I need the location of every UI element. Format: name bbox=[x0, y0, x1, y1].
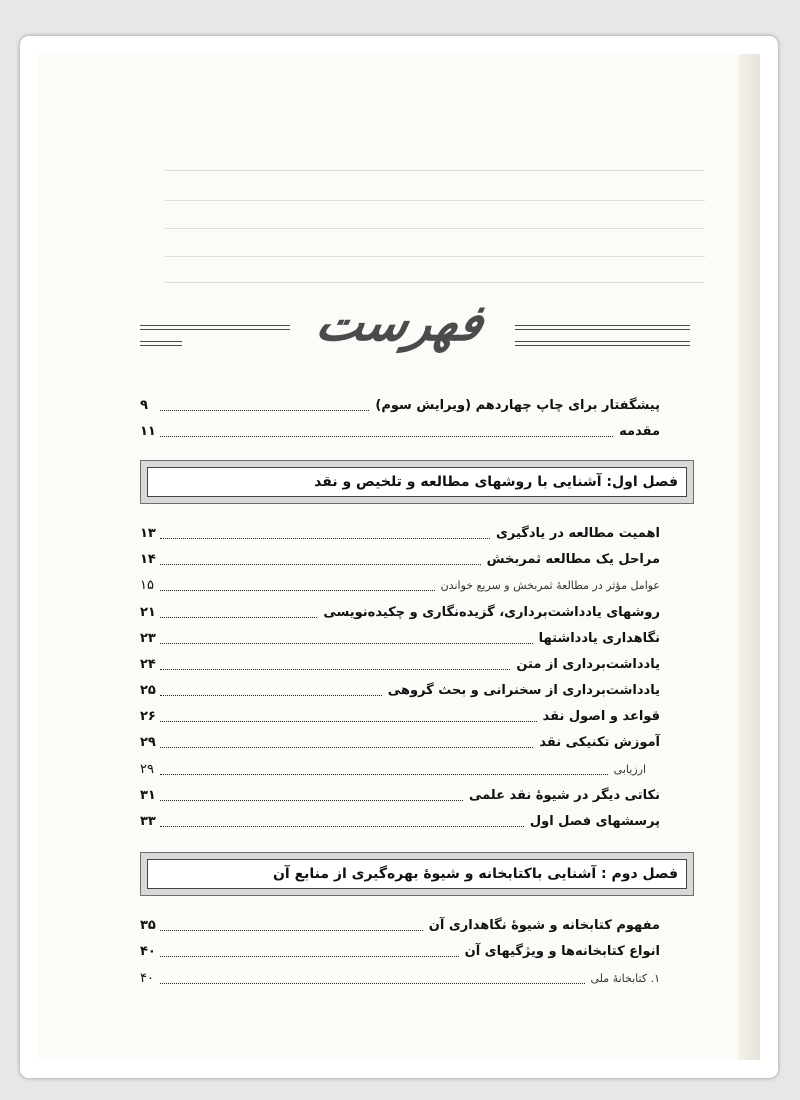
dot-leader bbox=[160, 956, 459, 957]
dot-leader bbox=[160, 747, 533, 748]
dot-leader bbox=[160, 721, 537, 722]
toc-entry-label: اهمیت مطالعه در یادگیری bbox=[496, 525, 660, 541]
toc-entry-label: قواعد و اصول نقد bbox=[542, 708, 660, 724]
toc-subentry[interactable] bbox=[140, 758, 660, 780]
dot-leader bbox=[160, 564, 481, 565]
heading-rule-right bbox=[515, 329, 690, 330]
bleed-through-line bbox=[165, 256, 705, 257]
toc-page-number: ۱۵ bbox=[140, 577, 154, 593]
toc-heading bbox=[0, 292, 800, 362]
toc-entry[interactable] bbox=[140, 653, 660, 675]
heading-rule-right bbox=[515, 325, 690, 326]
toc-page-number: ۲۴ bbox=[140, 656, 156, 672]
toc-entry-label: ارزیابی bbox=[613, 762, 646, 776]
toc-entry-label: پیشگفتار برای چاپ چهاردهم (ویرایش سوم) bbox=[375, 397, 660, 413]
toc-entry[interactable] bbox=[140, 548, 660, 570]
dot-leader bbox=[160, 436, 613, 437]
toc-entry-label: روشهای یادداشت‌برداری، گزیده‌نگاری و چکیده‌نویسی bbox=[323, 604, 660, 620]
dot-leader bbox=[160, 617, 317, 618]
dot-leader bbox=[160, 590, 435, 591]
toc-entry[interactable] bbox=[140, 627, 660, 649]
toc-page-number: ۱۳ bbox=[140, 525, 156, 541]
toc-entry[interactable] bbox=[140, 522, 660, 544]
toc-entry-label: مفهوم کتابخانه و شیوهٔ نگاهداری آن bbox=[428, 917, 660, 933]
toc-page-number: ۳۳ bbox=[140, 813, 156, 829]
toc-page-number: ۴۰ bbox=[140, 970, 154, 986]
bleed-through-line bbox=[165, 170, 705, 171]
bleed-through-line bbox=[165, 200, 705, 201]
bleed-through-line bbox=[165, 282, 705, 283]
toc-entry-introduction[interactable] bbox=[140, 420, 660, 442]
toc-entry[interactable] bbox=[140, 784, 660, 806]
dot-leader bbox=[160, 669, 510, 670]
toc-page-number: ۹ bbox=[140, 397, 148, 413]
toc-entry-label: نکاتی دیگر در شیوهٔ نقد علمی bbox=[468, 787, 660, 803]
toc-entry-label: نگاهداری یادداشتها bbox=[538, 630, 660, 646]
toc-subentry[interactable] bbox=[140, 967, 660, 989]
toc-entry-label: انواع کتابخانه‌ها و ویژگیهای آن bbox=[464, 943, 660, 959]
toc-entry-label: یادداشت‌برداری از سخنرانی و بحث گروهی bbox=[387, 682, 660, 698]
chapter-1-banner[interactable] bbox=[140, 460, 694, 504]
dot-leader bbox=[160, 410, 369, 411]
toc-entry-label: عوامل مؤثر در مطالعهٔ ثمربخش و سریع خواندن bbox=[440, 578, 660, 592]
toc-entry-label: یادداشت‌برداری از متن bbox=[516, 656, 660, 672]
toc-page-number: ۲۱ bbox=[140, 604, 156, 620]
toc-page-number: ۳۱ bbox=[140, 787, 156, 803]
bleed-through-line bbox=[165, 228, 705, 229]
dot-leader bbox=[160, 695, 382, 696]
toc-entry[interactable] bbox=[140, 914, 660, 936]
chapter-2-title: فصل دوم : آشنایی باکتابخانه و شیوهٔ بهره‌گیری از منابع آن bbox=[147, 859, 687, 889]
toc-entry-label: مراحل یک مطالعه ثمربخش bbox=[486, 551, 660, 567]
page-spine-shadow bbox=[738, 54, 760, 1060]
dot-leader bbox=[160, 826, 524, 827]
toc-page-number: ۲۶ bbox=[140, 708, 156, 724]
toc-entry[interactable] bbox=[140, 601, 660, 623]
dot-leader bbox=[160, 643, 533, 644]
heading-rule-right bbox=[515, 341, 690, 342]
dot-leader bbox=[160, 774, 608, 775]
heading-rule-left-short bbox=[140, 341, 182, 342]
toc-entry-label: پرسشهای فصل اول bbox=[529, 813, 660, 829]
toc-page-number: ۴۰ bbox=[140, 943, 156, 959]
toc-entry-label: ۱. کتابخانهٔ ملی bbox=[590, 971, 660, 985]
page-title: فهرست bbox=[311, 294, 489, 352]
toc-entry[interactable] bbox=[140, 731, 660, 753]
toc-page-number: ۱۱ bbox=[140, 423, 156, 439]
heading-rule-right bbox=[515, 345, 690, 346]
toc-page-number: ۳۵ bbox=[140, 917, 156, 933]
chapter-2-banner[interactable] bbox=[140, 852, 694, 896]
toc-entry[interactable] bbox=[140, 705, 660, 727]
toc-entry[interactable] bbox=[140, 810, 660, 832]
chapter-1-title: فصل اول: آشنایی با روشهای مطالعه و تلخیص و نقد bbox=[147, 467, 687, 497]
heading-rule-left-short bbox=[140, 345, 182, 346]
dot-leader bbox=[160, 930, 423, 931]
dot-leader bbox=[160, 538, 490, 539]
toc-page-number: ۲۵ bbox=[140, 682, 156, 698]
heading-rule-left bbox=[140, 325, 290, 326]
dot-leader bbox=[160, 800, 463, 801]
toc-page-number: ۲۹ bbox=[140, 761, 154, 777]
toc-page-number: ۲۹ bbox=[140, 734, 156, 750]
toc-entry[interactable] bbox=[140, 940, 660, 962]
toc-subentry[interactable] bbox=[140, 574, 660, 596]
toc-entry-label: مقدمه bbox=[619, 423, 660, 439]
toc-page-number: ۱۴ bbox=[140, 551, 156, 567]
toc-entry-label: آموزش تکنیکی نقد bbox=[539, 734, 660, 750]
toc-page-number: ۲۳ bbox=[140, 630, 156, 646]
toc-entry-preface[interactable] bbox=[140, 394, 660, 416]
toc-entry[interactable] bbox=[140, 679, 660, 701]
dot-leader bbox=[160, 983, 585, 984]
